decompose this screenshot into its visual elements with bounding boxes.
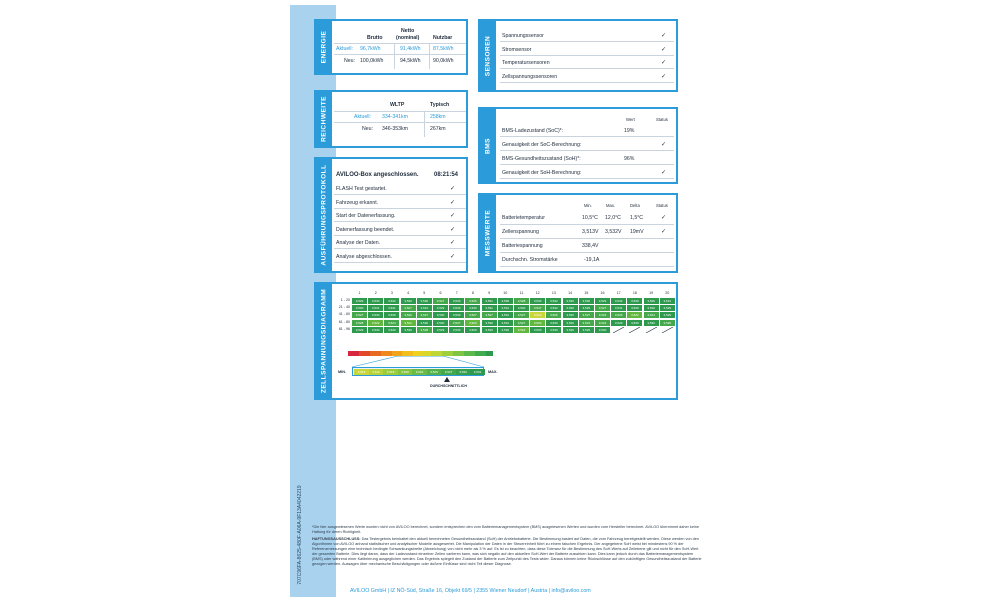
voltage-cell: 3,532 — [611, 298, 626, 304]
grid-column-header: 7 — [455, 291, 458, 295]
reichweite-label: REICHWEITE — [320, 96, 328, 142]
grid-column-header: 14 — [568, 291, 573, 295]
voltage-cell: 3,527 — [352, 312, 367, 318]
voltage-cell: 3,530 — [384, 312, 399, 318]
voltage-cell: 3,522 — [514, 327, 529, 333]
footer-disclaimer-title: HAFTUNGSAUSSCHLUSS: — [312, 537, 361, 541]
voltage-cell: 3,530 — [530, 327, 545, 333]
grid-row-header: 41 - 60 — [338, 312, 350, 317]
voltage-cell: 3,531 — [660, 298, 675, 304]
messwerte-row3-value: 338,4V — [582, 243, 599, 249]
footer-disclaimer — [312, 537, 704, 567]
voltage-cell: 3,526 — [465, 298, 480, 304]
energie-head-netto: Netto — [401, 28, 415, 34]
scale-cell: 3,527 — [441, 369, 456, 375]
voltage-cell: 3,530 — [449, 298, 464, 304]
scale-max-label: MAX. — [488, 370, 498, 374]
energie-row2-label: Neu: — [344, 58, 355, 64]
voltage-cell: 3,531 — [482, 305, 497, 311]
grid-column-header: 16 — [600, 291, 605, 295]
messwerte-row1-check-icon: ✓ — [661, 215, 667, 221]
protokoll-label: AUSFÜHRUNGSPROTOKOLL — [320, 164, 328, 266]
protokoll-check-icon: ✓ — [450, 186, 456, 192]
bms-card — [478, 107, 678, 184]
voltage-cell: 3,530 — [530, 298, 545, 304]
footer-company: AVILOO GmbH | IZ NÖ-Süd, Straße 16, Objekt 69/5 | 2355 Wiener Neudorf | Austria | info@aviloo.com — [350, 588, 591, 594]
report-page — [290, 5, 710, 597]
voltage-cell: 3,529 — [660, 305, 675, 311]
voltage-cell: 3,529 — [660, 312, 675, 318]
messwerte-row1-min: 10,5°C — [582, 215, 598, 221]
scale-cell: 3,530 — [456, 369, 471, 375]
voltage-cell: 3,530 — [417, 320, 432, 326]
messwerte-head-min: Min. — [584, 203, 592, 208]
energie-head-brutto: Brutto — [367, 35, 383, 41]
voltage-cell: 3,528 — [417, 327, 432, 333]
voltage-cell: 3,531 — [482, 298, 497, 304]
voltage-cell: 3,530 — [482, 320, 497, 326]
energie-head-netto-sub: (nominal) — [396, 35, 420, 41]
messwerte-row4-value: -19,1A — [584, 257, 600, 263]
voltage-cell: 3,530 — [546, 320, 561, 326]
sensor-check-icon: ✓ — [661, 60, 667, 66]
voltage-cell: 3,524 — [595, 320, 610, 326]
voltage-cell: 3,531 — [498, 320, 513, 326]
voltage-cell: 3,521 — [401, 320, 416, 326]
voltage-cell: 3,530 — [644, 305, 659, 311]
voltage-cell: 3,529 — [352, 327, 367, 333]
energie-row2-netto: 94,5kWh — [400, 58, 421, 64]
empty-cell-icon — [644, 327, 659, 333]
bms-row1: BMS-Ladezustand (SoC)*: — [502, 128, 564, 134]
sensor-item: Zellspannungssensoren — [502, 73, 558, 80]
voltage-cell: 3,529 — [579, 305, 594, 311]
grid-column-header: 9 — [488, 291, 491, 295]
protokoll-item: Start der Datenerfassung. — [336, 213, 396, 220]
messwerte-card — [478, 193, 678, 273]
grid-column-header: 17 — [616, 291, 621, 295]
voltage-cell: 3,529 — [595, 298, 610, 304]
messwerte-row3: Batteriespannung — [502, 243, 543, 249]
reichweite-row2-wltp: 346-353km — [382, 126, 408, 132]
voltage-cell: 3,532 — [546, 298, 561, 304]
voltage-cell: 3,532 — [384, 298, 399, 304]
voltage-cell: 3,529 — [433, 305, 448, 311]
protokoll-item: Analyse abgeschlossen. — [336, 254, 392, 260]
energie-row1-brutto: 96,7kWh — [360, 46, 381, 52]
voltage-cell: 3,527 — [482, 312, 497, 318]
messwerte-row1: Batterietemperatur — [502, 215, 545, 221]
energie-row2-nutzbar: 90,0kWh — [433, 58, 454, 64]
voltage-cell: 3,530 — [368, 327, 383, 333]
energie-row2-brutto: 100,0kWh — [360, 58, 384, 64]
grid-column-header: 19 — [649, 291, 654, 295]
voltage-cell: 3,528 — [352, 320, 367, 326]
voltage-cell: 3,529 — [563, 320, 578, 326]
voltage-cell: 3,530 — [433, 312, 448, 318]
voltage-cell: 3,530 — [563, 298, 578, 304]
grid-column-header: 8 — [471, 291, 474, 295]
scale-cell: 3,518 — [383, 369, 398, 375]
voltage-cell: 3,527 — [579, 312, 594, 318]
grid-column-header: 10 — [503, 291, 508, 295]
voltage-cell: 3,522 — [368, 320, 383, 326]
voltage-cell: 3,527 — [465, 312, 480, 318]
sensor-item: Spannungssensor — [502, 33, 544, 39]
voltage-cell: 3,529 — [433, 327, 448, 333]
bms-row4: Genauigkeit der SoH-Berechnung: — [502, 170, 582, 176]
grid-column-header: 2 — [374, 291, 377, 295]
protokoll-item: FLASH Test gestartet. — [336, 186, 387, 192]
protokoll-time: 08:21:54 — [434, 172, 459, 178]
protokoll-check-icon: ✓ — [450, 240, 456, 247]
voltage-cell: 3,530 — [384, 327, 399, 333]
reichweite-card — [314, 90, 468, 148]
grid-column-header: 6 — [439, 291, 442, 295]
energie-head-nutzbar: Nutzbar — [433, 35, 453, 41]
protokoll-item: Analyse der Daten. — [336, 240, 381, 247]
reichweite-row1-wltp: 334-341km — [382, 114, 408, 120]
grid-column-header: 11 — [519, 291, 524, 295]
grid-column-header: 4 — [407, 291, 410, 295]
voltage-cell: 3,530 — [449, 312, 464, 318]
voltage-cell: 3,530 — [627, 305, 642, 311]
protokoll-check-icon: ✓ — [450, 226, 456, 233]
voltage-cell: 3,526 — [401, 312, 416, 318]
scale-cell: 3,532 — [470, 369, 485, 375]
voltage-cell: 3,531 — [417, 305, 432, 311]
voltage-cell: 3,529 — [482, 327, 497, 333]
protokoll-check-icon: ✓ — [450, 199, 456, 206]
bms-row3-value: 96% — [624, 156, 635, 162]
voltage-cell: 3,526 — [660, 320, 675, 326]
grid-row-header: 21 - 40 — [338, 305, 350, 310]
bms-row4-check-icon: ✓ — [661, 170, 667, 176]
grid-column-header: 13 — [551, 291, 556, 295]
grid-row-header: 1 - 20 — [340, 298, 350, 302]
voltage-cell: 3,530 — [449, 327, 464, 333]
voltage-cell: 3,530 — [627, 298, 642, 304]
bms-head-status: Status — [656, 117, 668, 122]
voltage-cell: 3,530 — [352, 305, 367, 311]
voltage-cell: 3,526 — [546, 312, 561, 318]
grid-row-header: 61 - 80 — [338, 319, 350, 324]
voltage-cell: 3,530 — [433, 320, 448, 326]
voltage-cell: 3,529 — [611, 320, 626, 326]
messwerte-row2: Zellenspannung — [502, 229, 539, 235]
voltage-cell: 3,530 — [417, 298, 432, 304]
voltage-cell: 3,524 — [595, 312, 610, 318]
voltage-cell: 3,529 — [352, 298, 367, 304]
voltage-cell: 3,520 — [530, 320, 545, 326]
energie-row1-label: Aktuell: — [336, 46, 354, 52]
empty-cell-icon — [611, 327, 626, 333]
sensoren-label: SENSOREN — [484, 35, 492, 76]
messwerte-row1-delta: 1,5°C — [630, 215, 644, 221]
grid-column-header: 5 — [423, 291, 426, 295]
scale-cell: 3,513 — [354, 369, 369, 375]
grid-row-header: 81 - 96 — [338, 326, 350, 331]
grid-column-header: 12 — [535, 291, 540, 295]
energie-row1-netto: 91,4kWh — [400, 46, 421, 52]
protokoll-title: AVILOO-Box angeschlossen. — [336, 172, 419, 178]
bms-row3: BMS-Gesundheitszustand (SoH)*: — [502, 156, 581, 162]
scale-cell: 3,516 — [369, 369, 384, 375]
messwerte-row2-min: 3,513V — [582, 229, 599, 235]
scale-cell: 3,525 — [427, 369, 442, 375]
protokoll-check-icon: ✓ — [450, 213, 456, 220]
reichweite-row1-typ: 258km — [430, 114, 446, 120]
messwerte-head-status: Status — [656, 203, 668, 208]
messwerte-head-max: Max. — [606, 203, 616, 208]
reichweite-head-typisch: Typisch — [430, 102, 450, 108]
scale-average-label: DURCHSCHNITTLICH — [430, 384, 467, 388]
voltage-cell: 3,528 — [514, 298, 529, 304]
average-marker-icon — [444, 377, 450, 382]
voltage-cell: 3,529 — [644, 298, 659, 304]
zellspannung-label: ZELLSPANNUNGSDIAGRAMM — [320, 288, 328, 394]
bms-head-wert: Wert — [626, 117, 635, 122]
empty-cell-icon — [660, 327, 675, 333]
sensor-check-icon: ✓ — [661, 73, 667, 80]
voltage-cell: 3,529 — [579, 327, 594, 333]
voltage-cell: 3,530 — [546, 327, 561, 333]
voltage-cell: 3,524 — [579, 320, 594, 326]
messwerte-row4: Durchschn. Stromstärke — [502, 257, 558, 263]
document-id: 707C96FA-8625-480F-A06A-9F13A4042219 — [297, 485, 303, 585]
voltage-cell: 3,527 — [514, 320, 529, 326]
voltage-cell: 3,530 — [644, 320, 659, 326]
footer-disclaimer-body: Das Testergebnis beinhaltet den aktuell berechneten Gesundheitszustand (SoH) der Antriebsbatterie. Die Bestimmung basiert auf Daten, die vom Fahrzeug bereitgestellt werden. Diese werden von den Algorithmen von AVILOO anhand statistischer und analytischer Modelle ausgewertet. Die Manipulation der Daten in der Steuereinheit führt zu einem falschen Ergebnis. Der angegebene SoH weist bei mindestens 90 % der Referenzmessungen eine technisch bedingte Schwankungsbreite (Abweichung) von nicht mehr als 3 % auf. Es ist zu beachten, dass diese Toleranz für die Bestimmung des SoH-Werts auf Zellebene gilt und nicht für den SoH-Wert der gesamten Batterie. Dies liegt daran, dass der Ladezustand einzelner Zellen variieren kann, was sich negativ auf den aktuellen SoH-Wert der Batterie auswirken kann. Dies kann jedoch durch das Batteriemanagementsystem (BMS) oder während einer Kalibrierung ausgeglichen werden. Das Ergebnis spiegelt den Zustand der Batterie zum Zeitpunkt des Tests wider. Daraus können keine Rückschlüsse auf den zukünftigen Gesundheitszustand der Batterie gezogen werden. Aussagen über mechanische Beschädigungen oder äußere Einflüsse sind nicht Teil dieser Diagnose. — [312, 537, 702, 566]
voltage-cell: 3,524 — [644, 312, 659, 318]
bms-row1-value: 19% — [624, 128, 635, 134]
messwerte-head-delta: Delta — [630, 203, 640, 208]
voltage-cell: 3,531 — [368, 305, 383, 311]
voltage-cell: 3,532 — [546, 305, 561, 311]
sensor-check-icon: ✓ — [661, 46, 667, 53]
energie-row1-nutzbar: 87,5kWh — [433, 46, 454, 52]
voltage-cell: 3,529 — [563, 327, 578, 333]
voltage-cell: 3,530 — [498, 298, 513, 304]
voltage-cell: 3,522 — [627, 312, 642, 318]
voltage-cell: 3,531 — [498, 305, 513, 311]
scale-min-label: MIN. — [338, 370, 347, 374]
grid-column-header: 1 — [358, 291, 361, 295]
voltage-cell: 3,530 — [368, 312, 383, 318]
scale-cell: 3,520 — [398, 369, 413, 375]
voltage-cell: 3,530 — [627, 320, 642, 326]
voltage-cell: 3,529 — [465, 327, 480, 333]
messwerte-row2-check-icon: ✓ — [661, 229, 667, 235]
voltage-cell: 3,527 — [449, 320, 464, 326]
grid-column-header: 15 — [584, 291, 589, 295]
bms-row2: Genauigkeit der SoC-Berechnung: — [502, 142, 582, 148]
voltage-cell: 3,530 — [465, 305, 480, 311]
voltage-cell: 3,530 — [563, 312, 578, 318]
messwerte-row2-delta: 19mV — [630, 229, 644, 235]
voltage-cell: 3,524 — [384, 320, 399, 326]
energie-label: ENERGIE — [320, 30, 328, 64]
reichweite-row2-label: Neu: — [362, 126, 373, 132]
reichweite-row2-typ: 267km — [430, 126, 446, 132]
energie-card — [314, 19, 468, 75]
protokoll-card — [314, 157, 468, 273]
voltage-cell: 3,527 — [530, 305, 545, 311]
messwerte-label: MESSWERTE — [484, 209, 492, 257]
protokoll-item: Datenerfassung beendet. — [336, 226, 395, 233]
empty-cell-icon — [627, 327, 642, 333]
sensor-item: Temperatursensoren — [502, 60, 550, 66]
voltage-cell: 3,529 — [449, 305, 464, 311]
voltage-cell: 3,527 — [595, 305, 610, 311]
footer-note: *Die hier ausgewiesenen Werte wurden nicht von AVILOO berechnet, sondern entsprechen den vom Batteriemanagementsystem (BMS) ausgelesenen Werten und wurden vom Hersteller berechnet. AVILOO übernimmt daher keine Haftung für deren Richtigkeit. — [312, 525, 699, 534]
protokoll-check-icon: ✓ — [450, 254, 456, 260]
voltage-cell: 3,530 — [401, 327, 416, 333]
voltage-cell: 3,530 — [579, 298, 594, 304]
voltage-cell: 3,526 — [611, 312, 626, 318]
sensor-item: Stromsensor — [502, 46, 532, 53]
voltage-cell: 3,530 — [595, 327, 610, 333]
messwerte-row2-max: 3,532V — [605, 229, 622, 235]
voltage-cell: 3,531 — [611, 305, 626, 311]
bms-row2-check-icon: ✓ — [661, 142, 667, 148]
reichweite-head-wltp: WLTP — [390, 102, 405, 108]
voltage-cell: 3,531 — [384, 305, 399, 311]
reichweite-row1-label: Aktuell: — [354, 114, 372, 120]
voltage-cell: 3,531 — [498, 312, 513, 318]
voltage-cell: 3,527 — [401, 305, 416, 311]
voltage-cell: 3,530 — [514, 305, 529, 311]
sensor-check-icon: ✓ — [661, 33, 667, 39]
grid-column-header: 20 — [665, 291, 670, 295]
voltage-cell: 3,520 — [465, 320, 480, 326]
bms-label: BMS — [484, 137, 492, 154]
voltage-cell: 3,527 — [433, 298, 448, 304]
voltage-cell: 3,527 — [514, 312, 529, 318]
voltage-cell: 3,527 — [417, 312, 432, 318]
voltage-cell: 3,530 — [498, 327, 513, 333]
scale-box — [352, 367, 484, 376]
grid-column-header: 3 — [390, 291, 393, 295]
messwerte-row1-max: 12,0°C — [605, 215, 621, 221]
protokoll-item: Fahrzeug erkannt. — [336, 199, 379, 206]
voltage-cell: 3,530 — [401, 298, 416, 304]
sensoren-card — [478, 19, 678, 92]
voltage-cell: 3,513 — [530, 312, 545, 318]
grid-column-header: 18 — [632, 291, 637, 295]
voltage-cell: 3,530 — [368, 298, 383, 304]
voltage-cell: 3,530 — [563, 305, 578, 311]
scale-cell: 3,522 — [412, 369, 427, 375]
